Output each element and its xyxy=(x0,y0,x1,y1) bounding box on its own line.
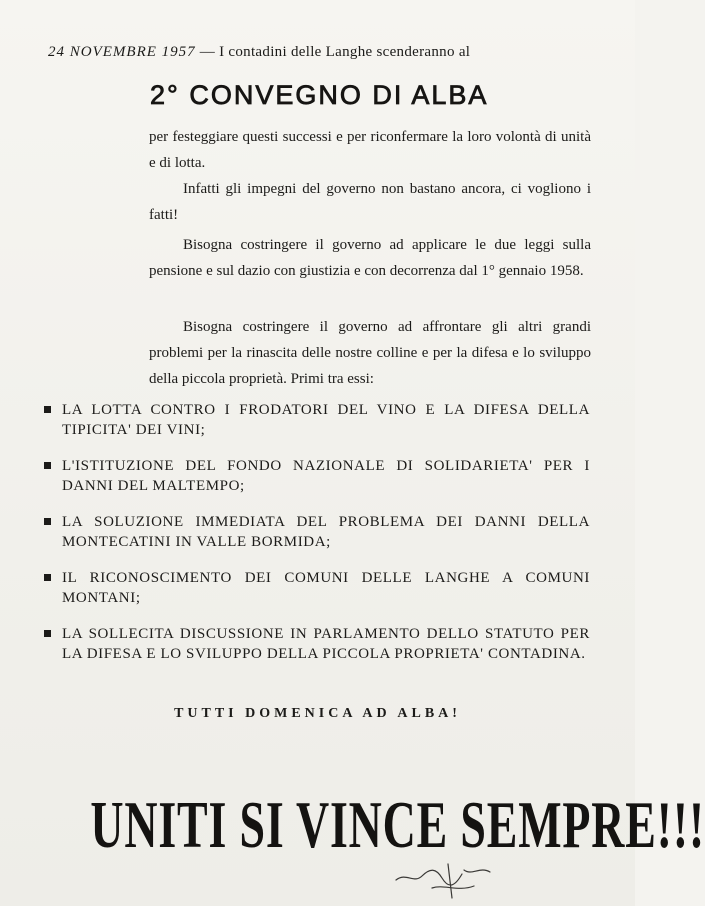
header-date: 24 NOVEMBRE 1957 xyxy=(48,44,196,60)
list-item-text: IL RICONOSCIMENTO DEI COMUNI DELLE LANGHE A COMUNI MONTANI; xyxy=(62,570,590,606)
list-item-text: L'ISTITUZIONE DEL FONDO NAZIONALE DI SOLIDARIETA' PER I DANNI DEL MALTEMPO; xyxy=(62,458,590,494)
slogan: TUTTI DOMENICA AD ALBA! xyxy=(174,706,461,721)
paragraph-2: Infatti gli impegni del governo non bastano ancora, ci vogliono i fatti! xyxy=(149,181,591,223)
list-item xyxy=(44,400,590,440)
square-bullet-icon xyxy=(44,630,51,637)
list-item xyxy=(44,568,590,608)
header-dash: — xyxy=(195,44,220,60)
header-line xyxy=(48,44,608,61)
square-bullet-icon xyxy=(44,518,51,525)
header-intro: I contadini delle Langhe scenderanno al xyxy=(219,44,471,60)
list-item-text: LA LOTTA CONTRO I FRODATORI DEL VINO E LA DIFESA DELLA TIPICITA' DEI VINI; xyxy=(62,402,590,438)
list-item xyxy=(44,456,590,496)
paragraph-1: per festeggiare questi successi e per riconfermare la loro volontà di unità e di lotta. xyxy=(149,129,591,171)
square-bullet-icon xyxy=(44,574,51,581)
motto-headline: UNITI SI VINCE SEMPRE!!! xyxy=(90,788,705,863)
list-item xyxy=(44,624,590,664)
paragraph-4: Bisogna costringere il governo ad affrontare gli altri grandi problemi per la rinascita delle nostre colline e per la difesa e lo sviluppo della piccola proprietà. Primi tra essi: xyxy=(149,319,591,387)
page-title: 2° CONVEGNO DI ALBA xyxy=(150,80,489,110)
list-item xyxy=(44,512,590,552)
list-item-text: LA SOLUZIONE IMMEDIATA DEL PROBLEMA DEI DANNI DELLA MONTECATINI IN VALLE BORMIDA; xyxy=(62,514,590,550)
square-bullet-icon xyxy=(44,462,51,469)
handwritten-signature xyxy=(392,858,502,902)
demands-list xyxy=(44,400,590,680)
paragraph-3: Bisogna costringere il governo ad applicare le due leggi sulla pensione e sul dazio con giustizia e con decorrenza dal 1° gennaio 1958. xyxy=(149,237,591,279)
square-bullet-icon xyxy=(44,406,51,413)
list-item-text: LA SOLLECITA DISCUSSIONE IN PARLAMENTO DELLO STATUTO PER LA DIFESA E LO SVILUPPO DELLA PICCOLA PROPRIETA' CONTADINA. xyxy=(62,626,590,662)
